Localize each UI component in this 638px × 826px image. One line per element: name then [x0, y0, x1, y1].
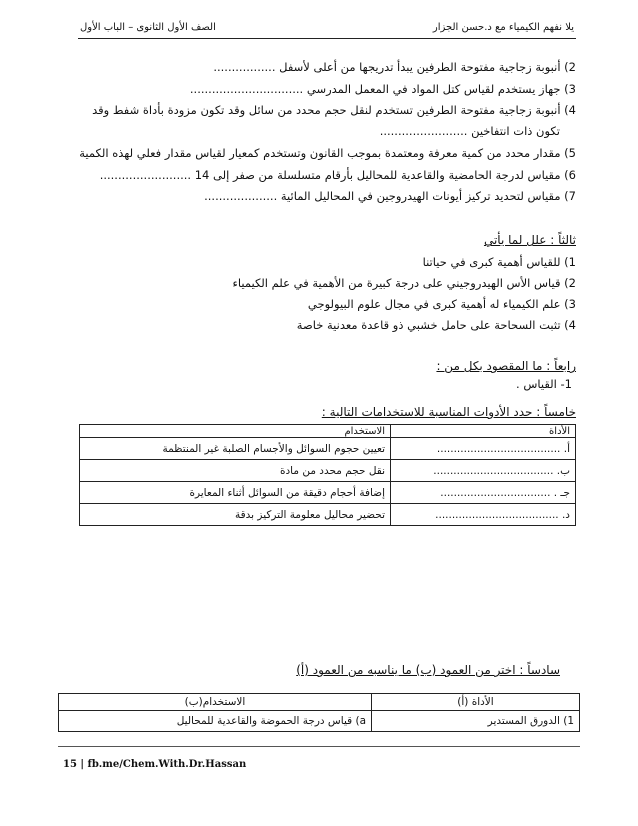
use-cell: تعيين حجوم السوائل والأجسام الصلبة غير المنتظمة: [80, 438, 391, 460]
use-cell: نقل حجم محدد من مادة: [80, 460, 391, 482]
tool-cell[interactable]: أ. .....................................: [391, 438, 576, 460]
table-row: [80, 438, 576, 460]
question-item: 7) مقياس لتحديد تركيز أيونات الهيدروجين في المحاليل المائية ....................: [204, 189, 576, 203]
section-3-title: ثالثاً : علل لما يأتي: [483, 233, 576, 247]
question-item: 6) مقياس لدرجة الحامضية والقاعدية للمحاليل بأرقام متسلسلة من صفر إلى 14 .........................: [99, 168, 576, 182]
section-6-title: سادساً : اختر من العمود (ب) ما يناسبه من العمود (أ): [296, 663, 560, 677]
use-cell: تحضير محاليل معلومة التركيز بدقة: [80, 504, 391, 526]
table-row: [80, 460, 576, 482]
matching-table: [58, 693, 580, 732]
tool-cell[interactable]: د. .....................................: [391, 504, 576, 526]
section-5-title: خامساً : حدد الأدوات المناسبة للاستخدامات التالية :: [321, 405, 576, 419]
table-header-use: الاستخدام: [80, 425, 391, 438]
footer-divider: [58, 746, 580, 747]
tool-cell[interactable]: جـ . .................................: [391, 482, 576, 504]
column-a-cell: 1) الدورق المستدير: [372, 711, 580, 732]
use-cell: إضافة أحجام دقيقة من السوائل أثناء المعايرة: [80, 482, 391, 504]
page-footer: 15 | fb.me/Chem.With.Dr.Hassan: [63, 759, 247, 770]
question-item: 5) مقدار محدد من كمية معرفة ومعتمدة بموجب القانون وتستخدم كمعيار لقياس مقدار فعلي لهذه الكمية: [79, 146, 576, 160]
header-right: يلا نفهم الكيمياء مع د.حسن الجزار: [432, 22, 574, 33]
table-header-row: [80, 425, 576, 438]
column-b-cell: a) قياس درجة الحموضة والقاعدية للمحاليل: [59, 711, 372, 732]
question-item: 4) أنبوبة زجاجية مفتوحة الطرفين تستخدم لنقل حجم محدد من سائل وقد تكون مزودة بأداة شفط وقد: [92, 103, 576, 117]
page-header: [78, 20, 576, 39]
section-4-title: رابعاً : ما المقصود بكل من :: [436, 359, 576, 373]
column-a-header: الأداة (أ): [372, 694, 580, 711]
question-item: 2) أنبوبة زجاجية مفتوحة الطرفين يبدأ تدريجها من أعلى لأسفل .................: [213, 60, 576, 74]
reason-item: 1) للقياس أهمية كبرى في حياتنا: [422, 255, 576, 269]
reason-item: 2) قياس الأس الهيدروجيني على درجة كبيرة من الأهمية في علم الكيمياء: [232, 276, 576, 290]
tool-cell[interactable]: ب. ....................................: [391, 460, 576, 482]
table-row: [80, 482, 576, 504]
question-item-cont: تكون ذات انتفاخين ........................: [379, 124, 560, 138]
header-left: الصف الأول الثانوى – الباب الأول: [80, 22, 216, 33]
table-row: [59, 711, 580, 732]
table-header-row: [59, 694, 580, 711]
reason-item: 4) تثبت السحاحة على حامل خشبي ذو قاعدة معدنية خاصة: [296, 318, 576, 332]
question-item: 3) جهاز يستخدم لقياس كتل المواد في المعمل المدرسي ...............................: [189, 82, 576, 96]
table-header-tool: الأداة: [391, 425, 576, 438]
tools-table: [79, 424, 576, 526]
table-row: [80, 504, 576, 526]
reason-item: 3) علم الكيمياء له أهمية كبرى في مجال علوم البيولوجي: [307, 297, 576, 311]
column-b-header: الاستخدام(ب): [59, 694, 372, 711]
definition-item: 1- القياس .: [516, 377, 572, 391]
